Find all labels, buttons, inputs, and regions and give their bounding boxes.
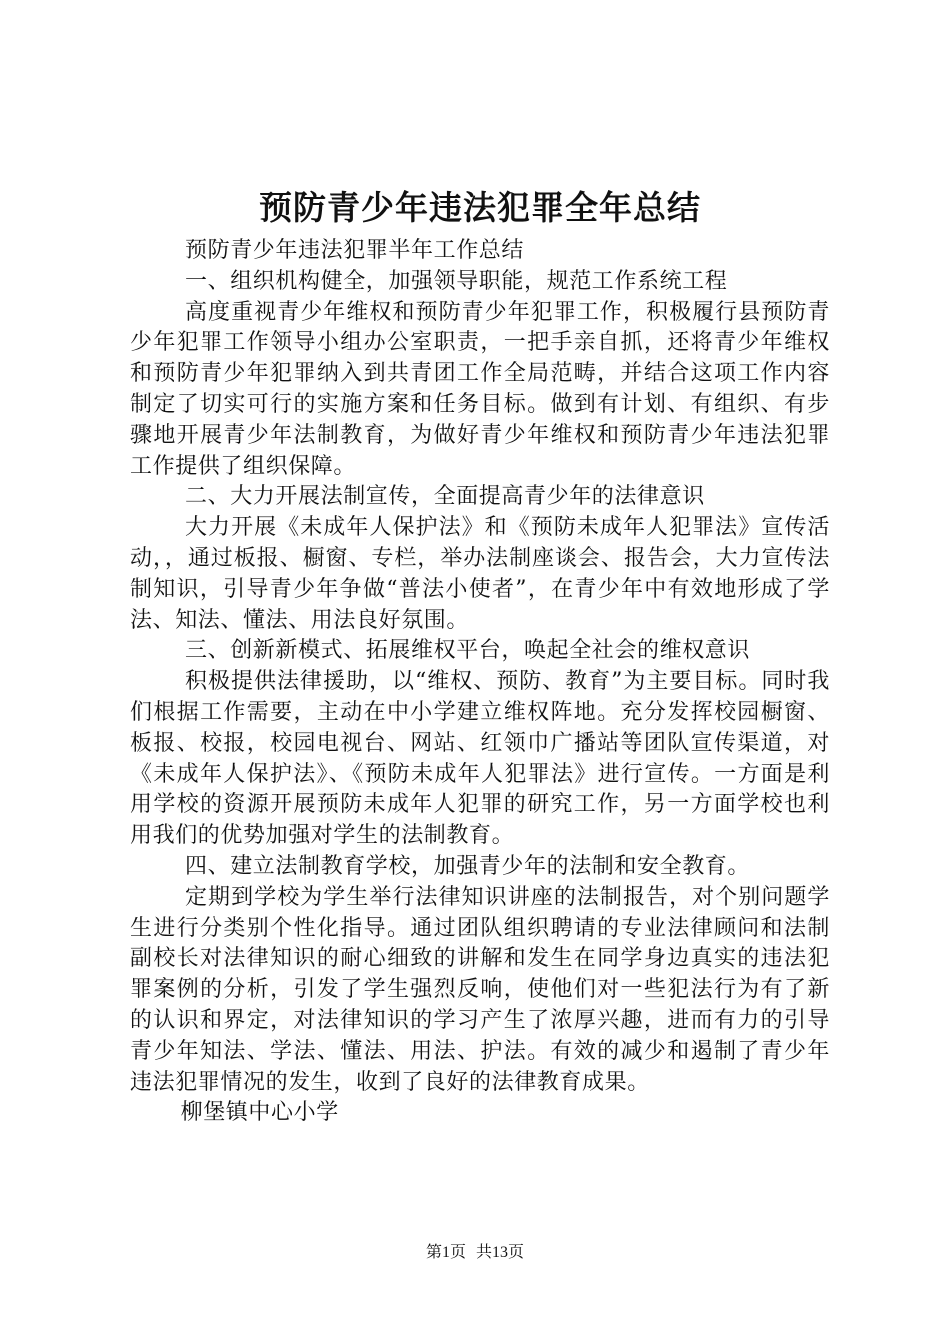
document-title: 预防青少年违法犯罪全年总结	[259, 188, 701, 227]
paragraph-signature: 柳堡镇中心小学	[180, 1100, 339, 1126]
paragraph-heading-3: 三、创新新模式、拓展维权平台，唤起全社会的维权意识	[185, 638, 751, 664]
paragraph-subtitle: 预防青少年违法犯罪半年工作总结	[185, 238, 525, 263]
page-total: 共13页	[476, 1244, 525, 1261]
paragraph-body-1: 高度重视青少年维权和预防青少年犯罪工作，积极履行县预防青少年犯罪工作领导小组办公室职责，一把手亲自抓，还将青少年维权和预防青少年犯罪纳入到共青团工作全局范畴，并结合这项工作内容制定了切实可行的实施方案和任务目标。做到有计划、有组织、有步骤地开展青少年法制教育，为做好青少年维权和预防青少年违法犯罪工作提供了组织保障。	[130, 299, 830, 479]
paragraph-heading-4: 四、建立法制教育学校，加强青少年的法制和安全教育。	[185, 853, 751, 879]
paragraph-body-4: 定期到学校为学生举行法律知识讲座的法制报告，对个别问题学生进行分类别个性化指导。通过团队组织聘请的专业法律顾问和法制副校长对法律知识的耐心细致的讲解和发生在同学身边真实的违法犯罪案例的分析，引发了学生强烈反响，使他们对一些犯法行为有了新的认识和界定，对法律知识的学习产生了浓厚兴趣，进而有力的引导青少年知法、学法、懂法、用法、护法。有效的减少和遏制了青少年违法犯罪情况的发生，收到了良好的法律教育成果。	[130, 884, 830, 1095]
paragraph-heading-1: 一、组织机构健全，加强领导职能，规范工作系统工程	[185, 268, 728, 294]
document-body	[130, 236, 830, 1129]
paragraph-heading-2: 二、大力开展法制宣传，全面提高青少年的法律意识	[185, 484, 705, 510]
page-number: 第1页	[425, 1244, 466, 1261]
page-footer	[0, 1242, 950, 1264]
paragraph-body-3: 积极提供法律援助，以“维权、预防、教育”为主要目标。同时我们根据工作需要，主动在中小学建立维权阵地。充分发挥校园橱窗、板报、校报，校园电视台、网站、红领巾广播站等团队宣传渠道，对《未成年人保护法》、《预防未成年人犯罪法》进行宣传。一方面是利用学校的资源开展预防未成年人犯罪的研究工作，另一方面学校也利用我们的优势加强对学生的法制教育。	[130, 669, 830, 849]
paragraph-body-2: 大力开展《未成年人保护法》和《预防未成年人犯罪法》宣传活动，，通过板报、橱窗、专栏，举办法制座谈会、报告会，大力宣传法制知识，引导青少年争做“普法小使者”，在青少年中有效地形成了学法、知法、懂法、用法良好氛围。	[130, 515, 830, 633]
